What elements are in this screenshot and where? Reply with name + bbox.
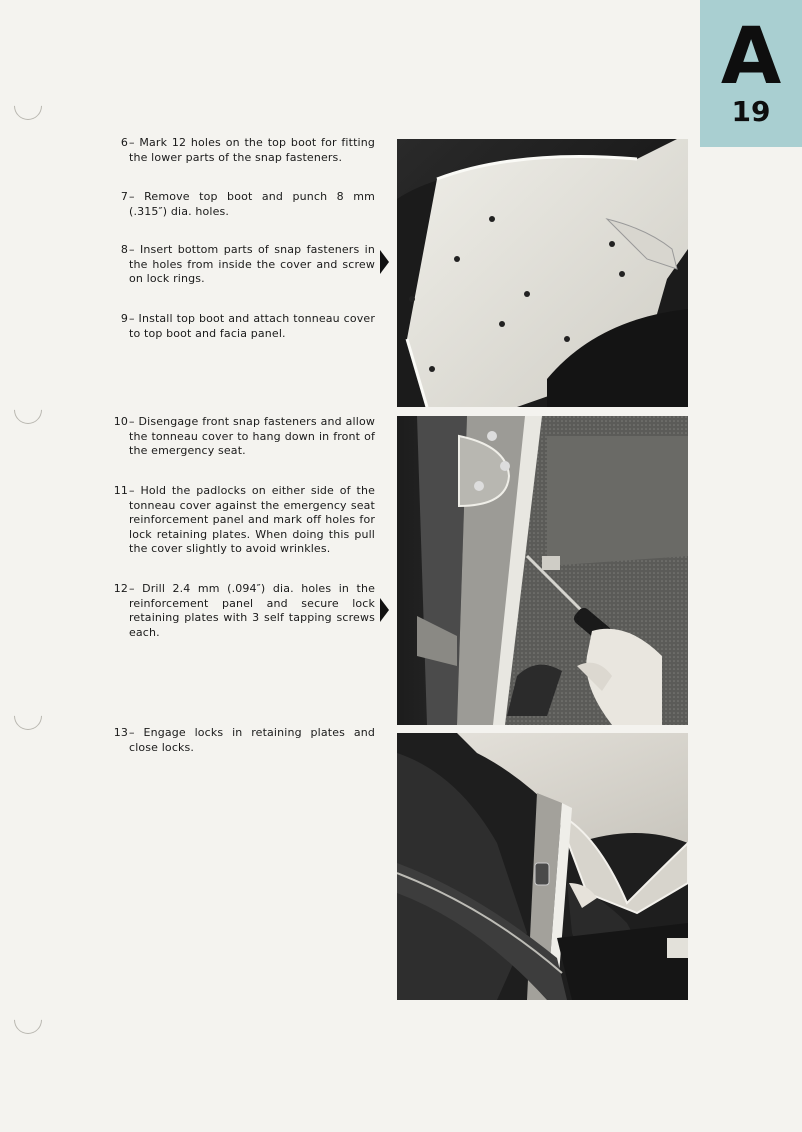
step-10	[100, 415, 375, 459]
step-7	[100, 190, 375, 219]
step-number: 10	[113, 415, 128, 428]
step-text: – Hold the padlocks on either side of the tonneau cover against the emergency seat reinforcement panel and mark off holes for lock retaining plates. When doing this pull the cover slightly to avoid wrinkles.	[129, 484, 375, 556]
step-8	[100, 243, 375, 287]
section-tab	[700, 0, 802, 147]
step-text: – Mark 12 holes on the top boot for fitting the lower parts of the snap fasteners.	[129, 136, 375, 164]
pointer-arrow-icon	[380, 598, 389, 622]
step-6	[100, 136, 375, 165]
step-12	[100, 582, 375, 640]
step-text: – Engage locks in retaining plates and close locks.	[129, 726, 375, 754]
photo-reinforcement-panel	[397, 416, 688, 725]
photo-reinforcement-panel-image	[397, 416, 688, 725]
step-number: 12	[113, 582, 128, 595]
step-9	[100, 312, 375, 341]
step-number: 7	[120, 190, 128, 203]
step-number: 6	[120, 136, 128, 149]
page-number: 19	[731, 95, 771, 128]
photo-locks-engaged	[397, 733, 688, 1000]
step-text: – Remove top boot and punch 8 mm (.315″) dia. holes.	[129, 190, 375, 218]
punch-hole-icon	[8, 86, 48, 126]
photo-locks-engaged-image	[397, 733, 688, 1000]
step-number: 11	[113, 484, 128, 497]
step-number: 13	[113, 726, 128, 739]
photo-top-boot-image	[397, 139, 688, 407]
step-text: – Drill 2.4 mm (.094″) dia. holes in the reinforcement panel and secure lock retaining plates with 3 self tapping screws each.	[129, 582, 375, 639]
step-13	[100, 726, 375, 755]
photo-top-boot	[397, 139, 688, 407]
punch-hole-icon	[8, 390, 48, 430]
step-text: – Disengage front snap fasteners and allow the tonneau cover to hang down in front of the emergency seat.	[129, 415, 375, 458]
step-text: – Insert bottom parts of snap fasteners in the holes from inside the cover and screw on lock rings.	[129, 243, 375, 286]
section-letter: A	[720, 12, 782, 102]
step-number: 9	[120, 312, 128, 325]
step-11	[100, 484, 375, 557]
punch-hole-icon	[8, 1000, 48, 1040]
punch-hole-icon	[8, 696, 48, 736]
step-text: – Install top boot and attach tonneau cover to top boot and facia panel.	[129, 312, 375, 340]
pointer-arrow-icon	[380, 250, 389, 274]
step-number: 8	[120, 243, 128, 256]
